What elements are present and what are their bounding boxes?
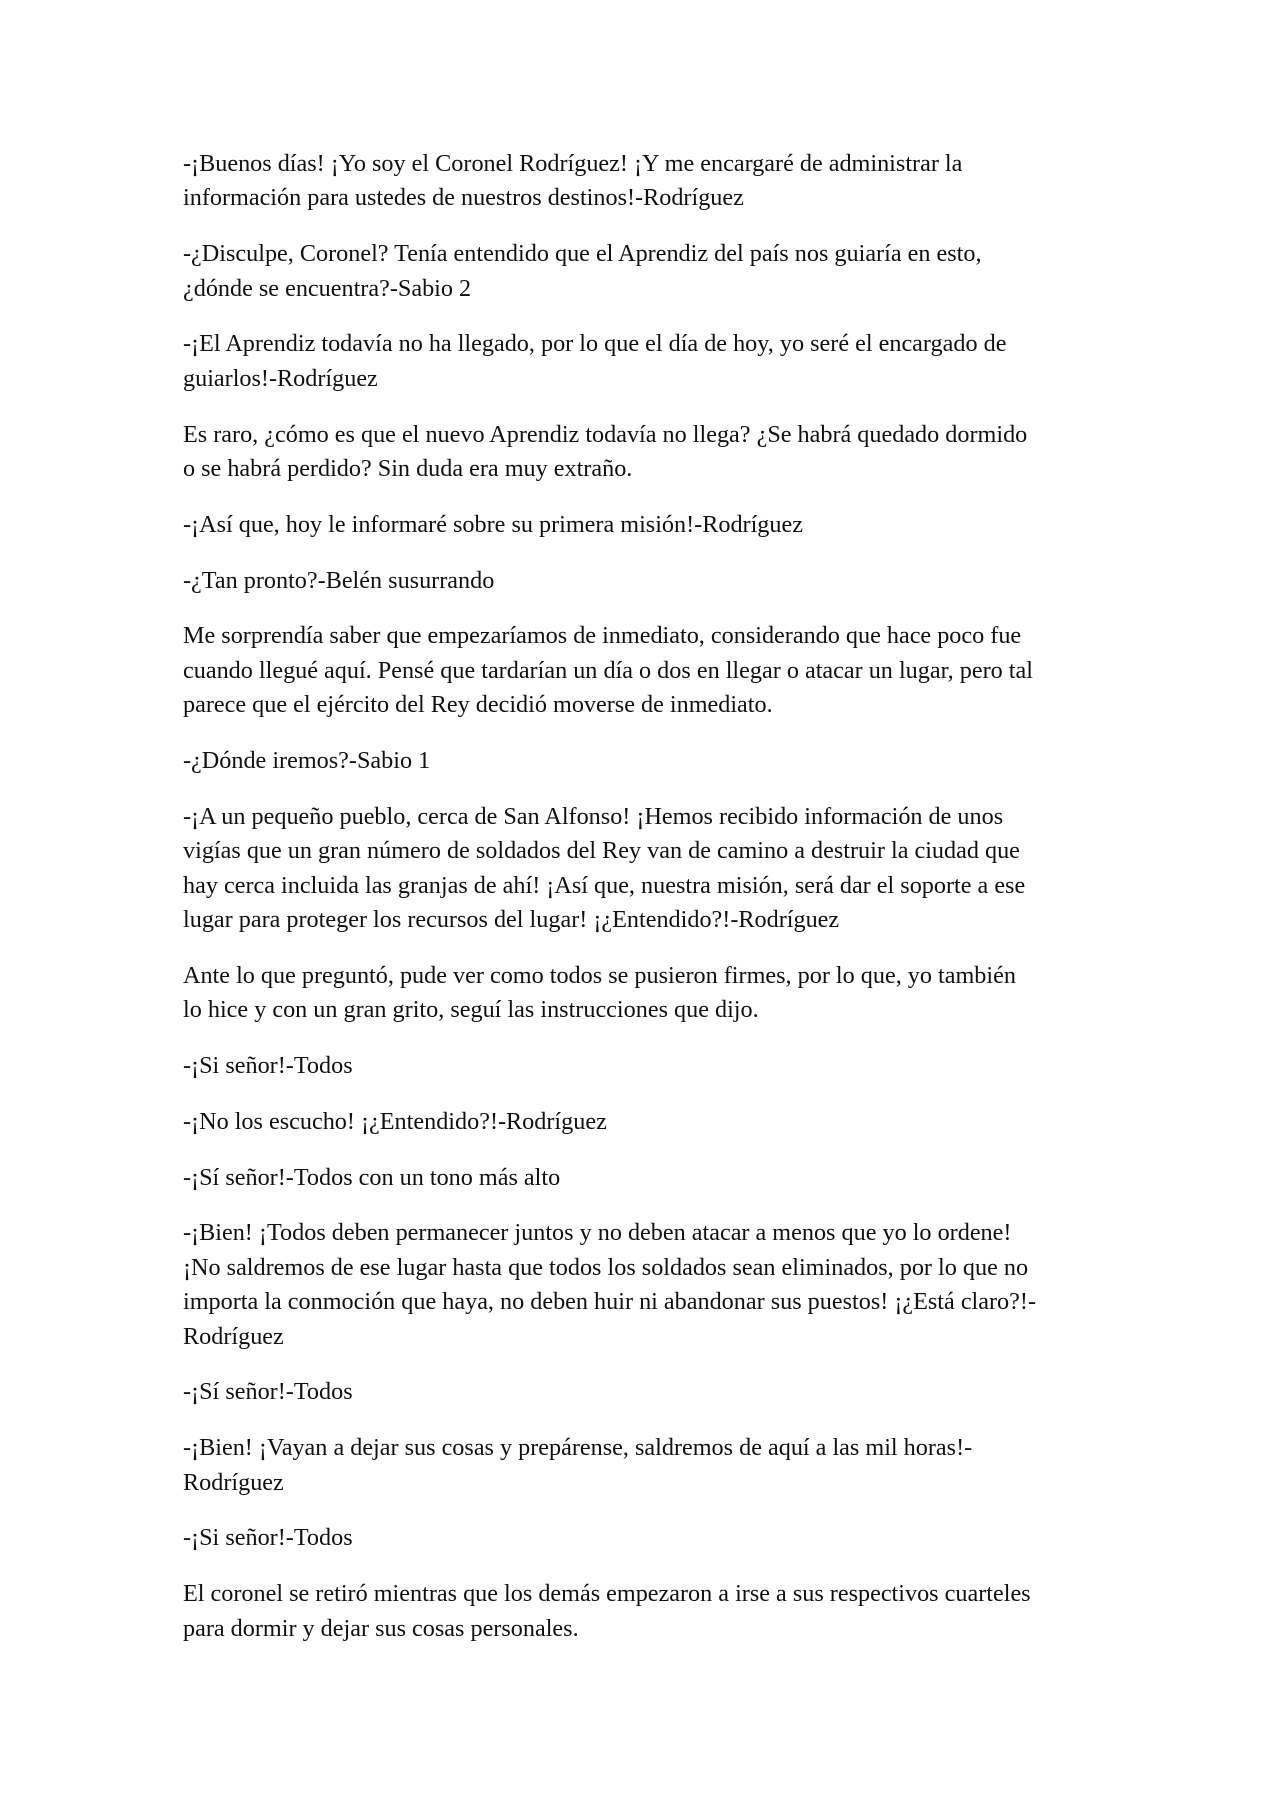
paragraph bbox=[183, 619, 1098, 722]
text-line: -¡Sí señor!-Todos con un tono más alto bbox=[183, 1163, 561, 1191]
text-line: El coronel se retiró mientras que los demás empezaron a irse a sus respectivos cuarteles bbox=[183, 1580, 1031, 1608]
text-line: -¡Bien! ¡Todos deben permanecer juntos y no deben atacar a menos que yo lo ordene! bbox=[183, 1219, 1012, 1247]
paragraph bbox=[183, 418, 1098, 487]
paragraph bbox=[183, 508, 1098, 542]
text-line: -¡Así que, hoy le informaré sobre su primera misión!-Rodríguez bbox=[183, 510, 803, 538]
text-line: guiarlos!-Rodríguez bbox=[183, 364, 378, 392]
text-line: cuando llegué aquí. Pensé que tardarían un día o dos en llegar o atacar un lugar, pero tal bbox=[183, 656, 1033, 684]
text-line: Es raro, ¿cómo es que el nuevo Aprendiz todavía no llega? ¿Se habrá quedado dormido bbox=[183, 420, 1028, 448]
text-line: -¡Bien! ¡Vayan a dejar sus cosas y prepárense, saldremos de aquí a las mil horas!- bbox=[183, 1434, 973, 1462]
text-line: hay cerca incluida las granjas de ahí! ¡Así que, nuestra misión, será dar el soporte a ese bbox=[183, 871, 1026, 899]
text-line: importa la conmoción que haya, no deben huir ni abandonar sus puestos! ¡¿Está claro?!- bbox=[183, 1288, 1036, 1316]
paragraph bbox=[183, 1375, 1098, 1409]
paragraph bbox=[183, 147, 1098, 216]
paragraph bbox=[183, 1431, 1098, 1500]
text-line: lo hice y con un gran grito, seguí las instrucciones que dijo. bbox=[183, 996, 759, 1024]
text-line: ¿dónde se encuentra?-Sabio 2 bbox=[183, 274, 472, 302]
document-body bbox=[183, 147, 1098, 1667]
text-line: -¡Buenos días! ¡Yo soy el Coronel Rodríguez! ¡Y me encargaré de administrar la bbox=[183, 150, 963, 177]
text-line: -¡Si señor!-Todos bbox=[183, 1052, 353, 1080]
text-line: parece que el ejército del Rey decidió moverse de inmediato. bbox=[183, 691, 773, 719]
text-line: para dormir y dejar sus cosas personales. bbox=[183, 1614, 579, 1642]
text-line: -¡A un pequeño pueblo, cerca de San Alfonso! ¡Hemos recibido información de unos bbox=[183, 802, 1004, 830]
paragraph bbox=[183, 1105, 1098, 1139]
text-line: Rodríguez bbox=[183, 1322, 284, 1350]
paragraph bbox=[183, 237, 1098, 306]
text-line: ¡No saldremos de ese lugar hasta que todos los soldados sean eliminados, por lo que no bbox=[183, 1253, 1029, 1281]
paragraph bbox=[183, 1521, 1098, 1555]
text-line: Me sorprendía saber que empezaríamos de inmediato, considerando que hace poco fue bbox=[183, 622, 1022, 650]
paragraph bbox=[183, 1577, 1098, 1646]
text-line: -¡El Aprendiz todavía no ha llegado, por lo que el día de hoy, yo seré el encargado de bbox=[183, 330, 1007, 358]
paragraph bbox=[183, 564, 1098, 598]
paragraph bbox=[183, 744, 1098, 778]
text-line: -¡Si señor!-Todos bbox=[183, 1524, 353, 1552]
paragraph bbox=[183, 1161, 1098, 1195]
text-line: -¿Disculpe, Coronel? Tenía entendido que el Aprendiz del país nos guiaría en esto, bbox=[183, 240, 982, 268]
text-line: -¿Dónde iremos?-Sabio 1 bbox=[183, 747, 431, 775]
paragraph bbox=[183, 1216, 1098, 1354]
text-line: -¡Sí señor!-Todos bbox=[183, 1378, 353, 1406]
text-line: vigías que un gran número de soldados del Rey van de camino a destruir la ciudad que bbox=[183, 837, 1020, 865]
text-line: lugar para proteger los recursos del lugar! ¡¿Entendido?!-Rodríguez bbox=[183, 906, 840, 934]
text-line: Rodríguez bbox=[183, 1468, 284, 1496]
paragraph bbox=[183, 327, 1098, 396]
text-line: -¿Tan pronto?-Belén susurrando bbox=[183, 566, 495, 594]
text-line: Ante lo que preguntó, pude ver como todos se pusieron firmes, por lo que, yo también bbox=[183, 961, 1016, 989]
text-line: -¡No los escucho! ¡¿Entendido?!-Rodríguez bbox=[183, 1107, 607, 1135]
paragraph bbox=[183, 800, 1098, 938]
text-line: o se habrá perdido? Sin duda era muy extraño. bbox=[183, 455, 633, 483]
text-line: información para ustedes de nuestros destinos!-Rodríguez bbox=[183, 184, 744, 212]
paragraph bbox=[183, 959, 1098, 1028]
paragraph bbox=[183, 1049, 1098, 1083]
